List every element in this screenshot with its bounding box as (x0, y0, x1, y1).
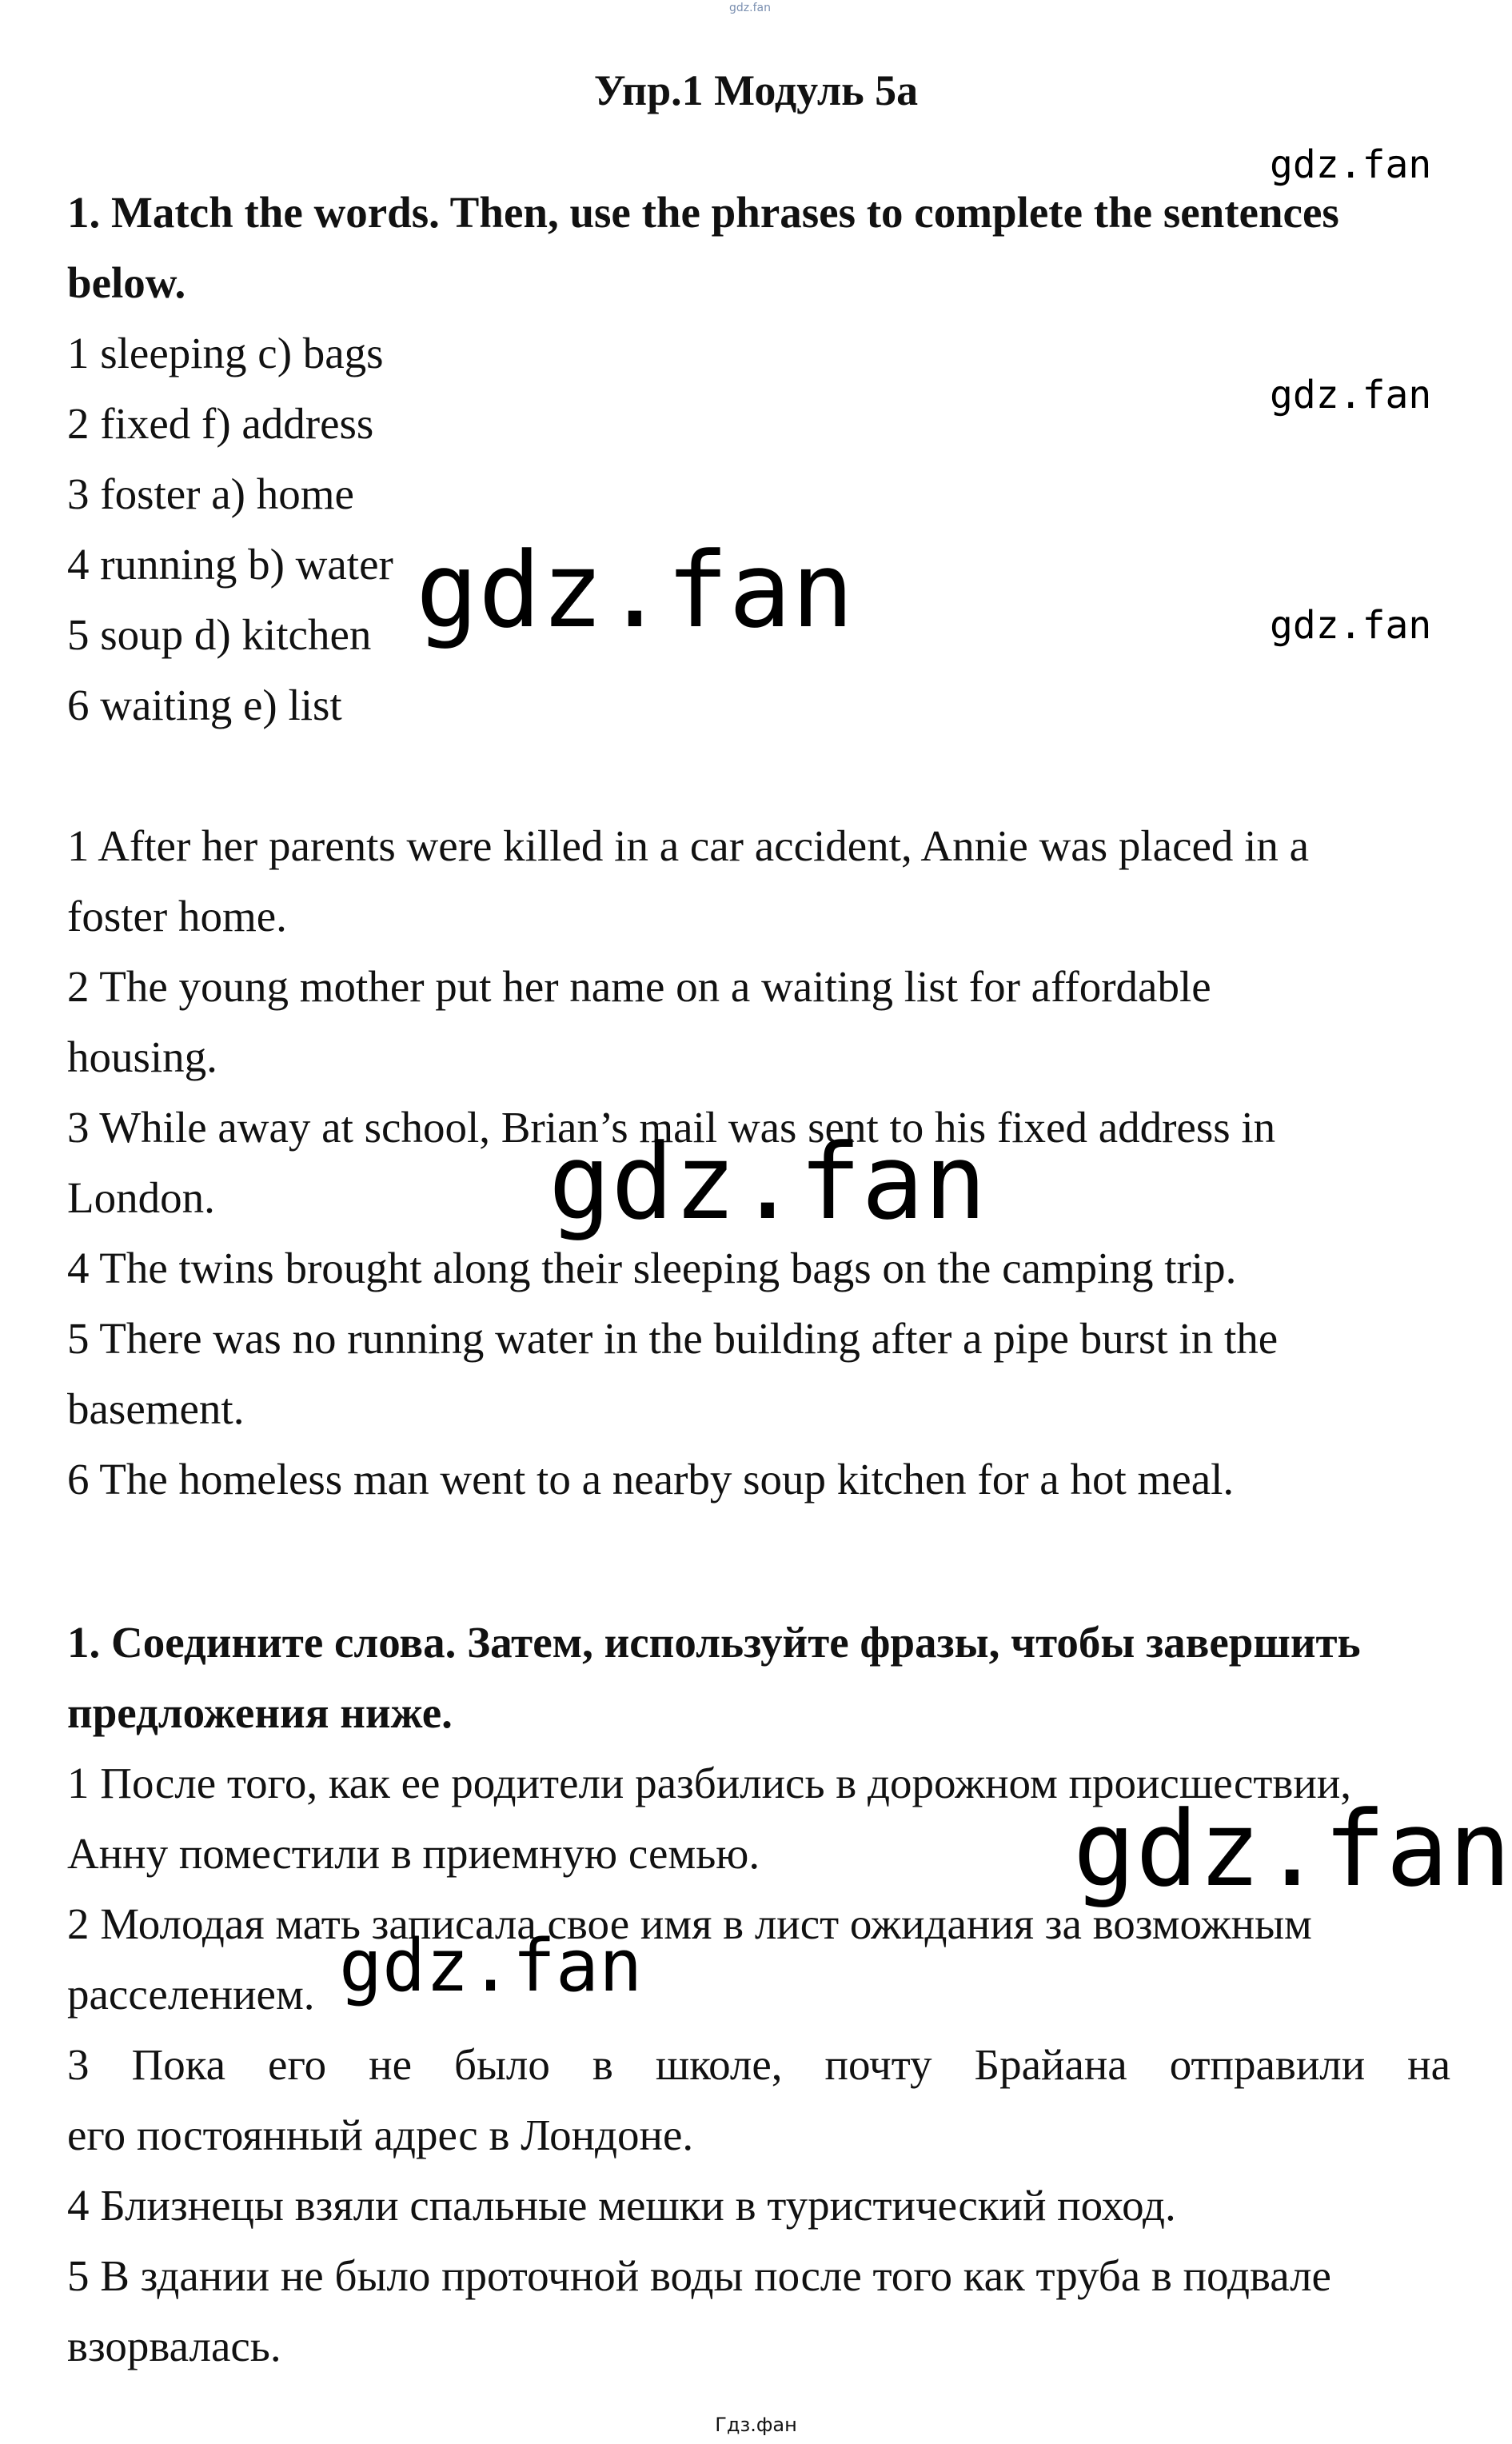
task-heading-ru-line2: предложения ниже. (67, 1688, 453, 1737)
list-item: 3 foster a) home (67, 469, 354, 518)
sentence-line: 3 While away at school, Brian’s mail was sent to his fixed address in (67, 1103, 1276, 1152)
sentence-line: 1 После того, как ее родители разбились в дорожном происшествии, (67, 1759, 1352, 1807)
sentence-line: его постоянный адрес в Лондоне. (67, 2111, 694, 2159)
sentence-line: 1 After her parents were killed in a car accident, Annie was placed in a (67, 821, 1310, 870)
sentence-line: 4 Близнецы взяли спальные мешки в туристический поход. (67, 2181, 1176, 2230)
footer-text: Гдз.фан (715, 2414, 797, 2436)
watermark: gdz.fan (549, 1121, 987, 1243)
sentence-line: 5 В здании не было проточной воды после того как труба в подвале (67, 2251, 1331, 2300)
sentence-line: 5 There was no running water in the building after a pipe burst in the (67, 1314, 1279, 1363)
sentence-line: 4 The twins brought along their sleeping bags on the camping trip. (67, 1244, 1237, 1292)
sentence-line: расселением. (67, 1970, 315, 2019)
sentence-line: 6 The homeless man went to a nearby soup kitchen for a hot meal. (67, 1455, 1235, 1504)
watermark: gdz.fan (1270, 603, 1432, 648)
list-item: 5 soup d) kitchen (67, 610, 372, 659)
watermark: gdz.fan (416, 529, 854, 651)
watermark: gdz.fan (1270, 142, 1432, 187)
task-heading-en-line1: 1. Match the words. Then, use the phrases to complete the sentences (67, 188, 1339, 237)
list-item: 6 waiting e) list (67, 681, 342, 729)
sentence-line: basement. (67, 1384, 245, 1433)
sentence-line: взорвалась. (67, 2322, 281, 2370)
sentence-line: 2 The young mother put her name on a waiting list for affordable (67, 962, 1211, 1011)
watermark: gdz.fan (339, 1924, 643, 2008)
sentence-line: Анну поместили в приемную семью. (67, 1829, 760, 1878)
sentence-line: 3 Пока его не было в школе, почту Брайана отправили на (67, 2040, 1450, 2089)
list-item: 1 sleeping c) bags (67, 329, 384, 377)
watermark: gdz.fan (1270, 373, 1432, 417)
watermark: gdz.fan (1073, 1788, 1511, 1910)
sentence-line: London. (67, 1173, 215, 1222)
list-item: 4 running b) water (67, 540, 393, 589)
sentence-line: 2 Молодая мать записала свое имя в лист ожидания за возможным (67, 1899, 1312, 1948)
sentence-line: foster home. (67, 892, 287, 940)
list-item: 2 fixed f) address (67, 399, 374, 448)
sentence-line: housing. (67, 1032, 217, 1081)
page-title: Упр.1 Модуль 5а (593, 66, 919, 114)
task-heading-ru-line1: 1. Соедините слова. Затем, используйте фразы, чтобы завершить (67, 1618, 1361, 1667)
task-heading-en-line2: below. (67, 258, 186, 307)
header-watermark: gdz.fan (729, 2, 771, 14)
